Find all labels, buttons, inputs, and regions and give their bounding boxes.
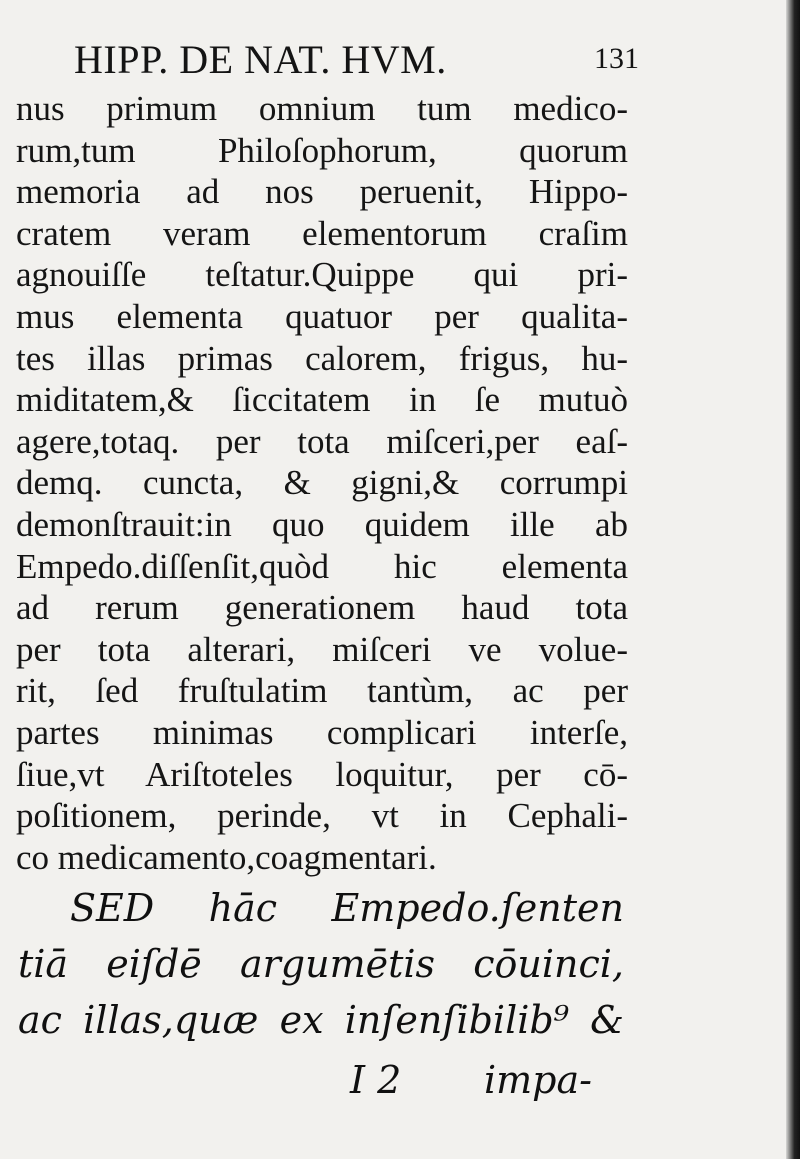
italic-line: SED hāc Empedo.ſenten: [70, 886, 624, 930]
text-line: agnouiſſe teſtatur.Quippe qui pri-: [16, 255, 628, 295]
text-line: per tota alterari, miſceri ve volue-: [16, 629, 628, 669]
italic-paragraph: [18, 880, 624, 1048]
text-line: ad rerum generationem haud tota: [16, 588, 628, 628]
text-line: miditatem,& ſiccitatem in ſe mutuò: [16, 380, 628, 420]
text-line: tes illas primas calorem, frigus, hu-: [16, 338, 628, 378]
text-line: agere,totaq. per tota miſceri,per eaſ-: [16, 421, 628, 461]
text-line: rum,tum Philoſophorum, quorum: [16, 130, 628, 170]
text-line: ſiue,vt Ariſtoteles loquitur, per cō-: [16, 754, 628, 794]
text-line: cratem veram elementorum craſim: [16, 213, 628, 253]
text-line-last: co medicamento,coagmentari.: [16, 837, 437, 877]
scan-edge: [786, 0, 800, 1159]
running-head: HIPP. DE NAT. HVM.: [74, 37, 447, 82]
text-line: partes minimas complicari interſe,: [16, 712, 628, 752]
page-number: 131: [594, 42, 639, 75]
text-line: mus elementa quatuor per qualita-: [16, 296, 628, 336]
italic-line: ac illas,quæ ex inſenſibilib⁹ &: [18, 998, 624, 1042]
italic-line: tiā eiſdē argumētis cōuinci,: [18, 942, 624, 986]
text-line: poſitionem, perinde, vt in Cephali-: [16, 796, 628, 836]
text-line: demonſtrauit:in quo quidem ille ab: [16, 504, 628, 544]
body-text: [16, 88, 628, 878]
text-line: rit, ſed fruſtulatim tantùm, ac per: [16, 671, 628, 711]
page-header: [74, 36, 639, 86]
catchword: impa-: [484, 1058, 593, 1102]
signature-mark: I 2: [350, 1058, 402, 1102]
text-line: nus primum omnium tum medico-: [16, 89, 628, 128]
text-line: Empedo.diſſenſit,quòd hic elementa: [16, 546, 628, 586]
text-line: memoria ad nos peruenit, Hippo-: [16, 172, 628, 212]
text-line: demq. cuncta, & gigni,& corrumpi: [16, 463, 628, 503]
page-footer: [0, 1058, 620, 1118]
